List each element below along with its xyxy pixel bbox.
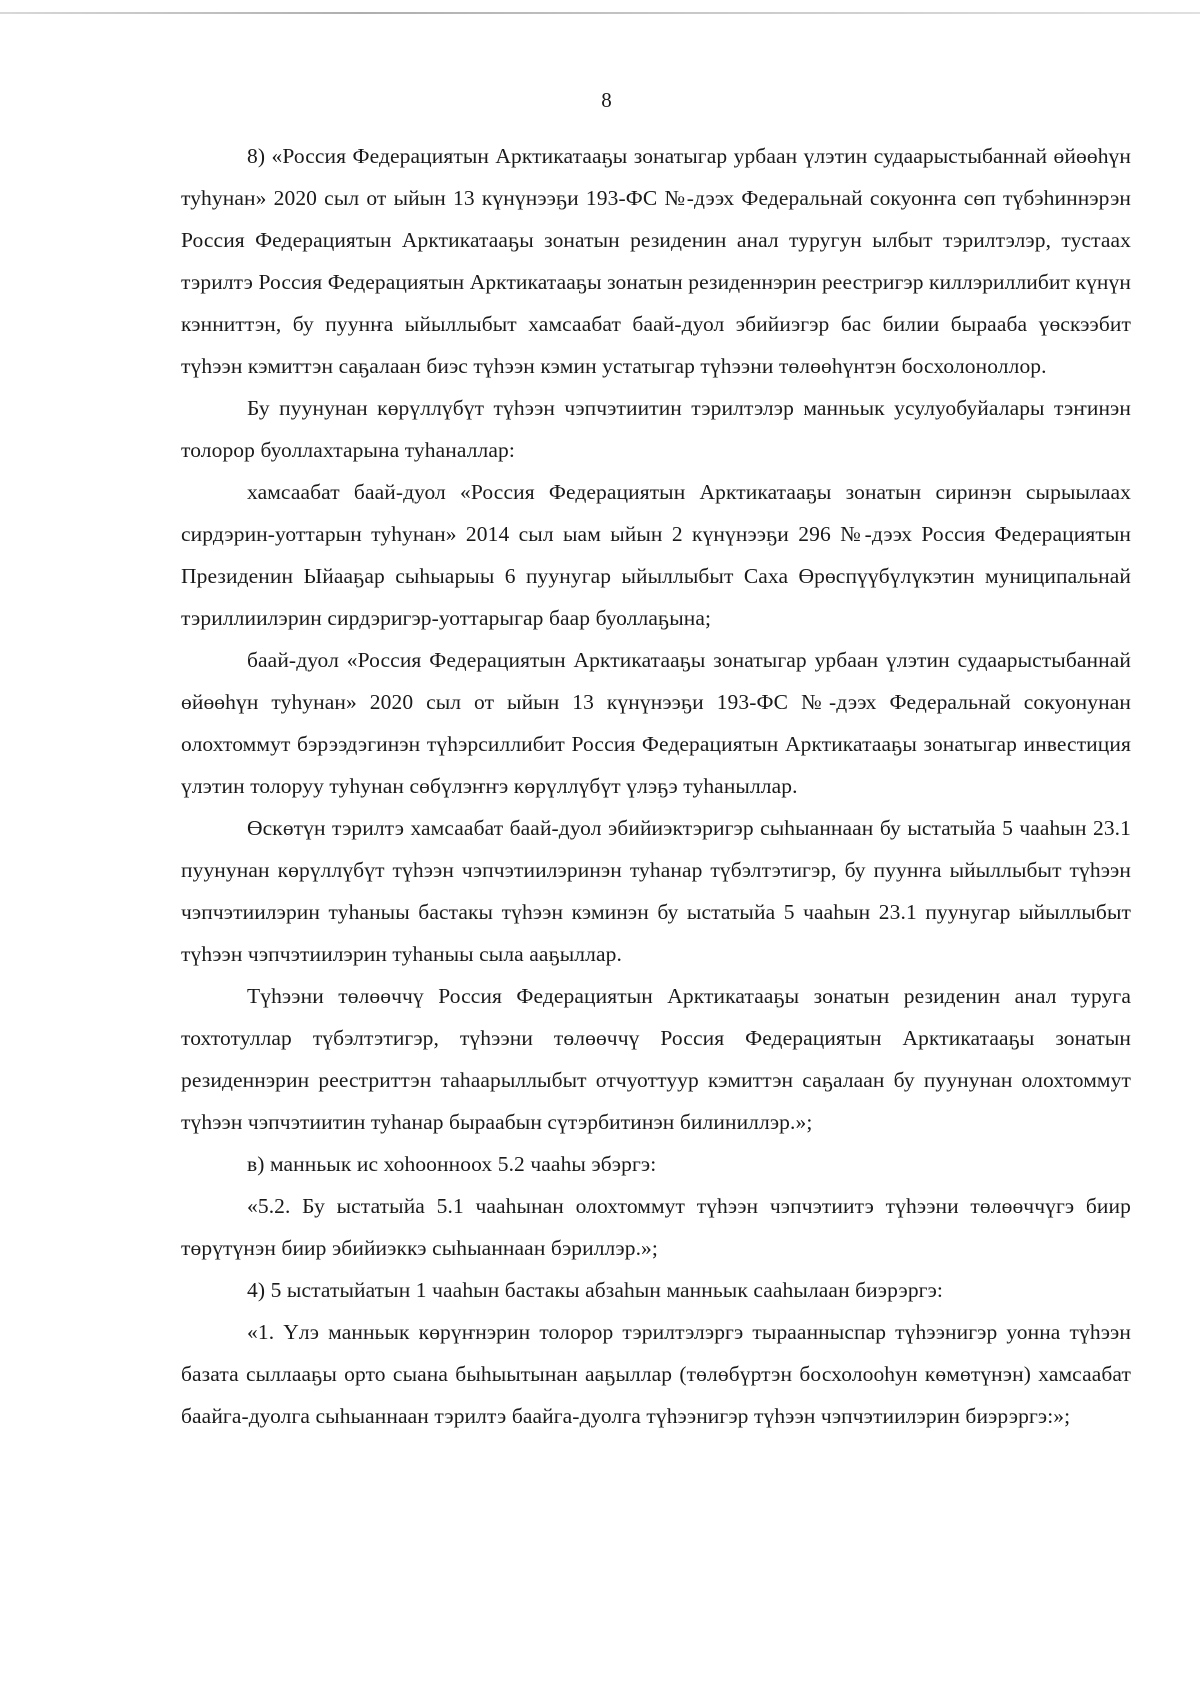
document-body	[181, 135, 1131, 1437]
paragraph-clause-5-2: «5.2. Бу ыстатыйа 5.1 чааһынан олохтоммут түһээн чэпчэтиитэ түһээни төлөөччүгэ биир төрүтүнэн биир эбийиэккэ сыһыаннаан бэриллэр.»;	[181, 1194, 1131, 1260]
page-number: 8	[601, 88, 612, 112]
paragraph-relief-period: Өскөтүн тэрилтэ хамсаабат баай-дуол эбийиэктэригэр сыһыаннаан бу ыстатыйа 5 чааһын 23.1 пуунунан көрүллүбүт түһээн чэпчэтиилэринэн туһанар түбэлтэтигэр, бу пуунҥа ыйыллыбыт түһээн чэпчэтиилэрин туһаныы бастакы түһээн кэминэн бу ыстатыйа 5 чааһын 23.1 пуунугар ыйыллыбыт түһээн чэпчэтиилэрин туһаныы сыла ааҕыллар.	[181, 816, 1131, 966]
paragraph-clause-4: 4) 5 ыстатыйатын 1 чааһын бастакы абзаһын манньык сааһылаан биэрэргэ:	[247, 1278, 944, 1302]
paragraph-clause-8: 8) «Россия Федерациятын Арктикатааҕы зонатыгар урбаан үлэтин судаарыстыбаннай өйөөһүн туһунан» 2020 сыл от ыйын 13 күнүнээҕи 193-ФС №-дээх Федеральнай сокуонҥа сөп түбэһиннэрэн Россия Федерациятын Арктикатааҕы зонатын резиденин анал туругун ылбыт тэрилтэлэр, тустаах тэрилтэ Россия Федерациятын Арктикатааҕы зонатын резиденнэрин реестригэр киллэриллибит күнүн кэнниттэн, бу пуунҥа ыйыллыбыт хамсаабат баай-дуол эбийиэгэр бас билии бырааба үөскээбит түһээн кэмиттэн саҕалаан биэс түһээн кэмин устатыгар түһээни төлөөһүнтэн босхолоноллор.	[181, 144, 1131, 378]
paragraph-clause-1-text: «1. Үлэ манньык көрүҥнэрин толорор тэрилтэлэргэ тыраанныспар түһээнигэр уонна түһээн базата сыллааҕы орто сыана быһыытынан ааҕыллар (төлөбүртэн босхолооһун көмөтүнэн) хамсаабат баайга-дуолга сыһыаннаан тэрилтэ баайга-дуолга түһээнигэр түһээн чэпчэтиилэрин биэрэргэ:»;	[181, 1320, 1131, 1428]
paragraph-conditions-intro: Бу пуунунан көрүллүбүт түһээн чэпчэтиитин тэрилтэлэр манньык усулуобуйалары тэҥинэн толорор буоллахтарына туһаналлар:	[181, 396, 1131, 462]
paragraph-condition-location: хамсаабат баай-дуол «Россия Федерациятын Арктикатааҕы зонатын сиринэн сырыылаах сирдэрин-уоттарын туһунан» 2014 сыл ыам ыйын 2 күнүнээҕи 296 №-дээх Россия Федерациятын Президенин Ыйааҕар сыһыарыы 6 пуунугар ыйыллыбыт Саха Өрөспүүбүлүкэтин муниципальнай тэриллиилэрин сирдэригэр-уоттарыгар баар буоллаҕына;	[181, 480, 1131, 630]
scan-edge-line	[0, 12, 1200, 14]
paragraph-condition-investment: баай-дуол «Россия Федерациятын Арктикатааҕы зонатыгар урбаан үлэтин судаарыстыбаннай өйөөһүн туһунан» 2020 сыл от ыйын 13 күнүнээҕи 193-ФС №-дээх Федеральнай сокуонунан олохтоммут бэрээдэгинэн түһэрсиллибит Россия Федерациятын Арктикатааҕы зонатыгар инвестиция үлэтин толоруу туһунан сөбүлэҥҥэ көрүллүбүт үлэҕэ туһаныллар.	[181, 648, 1131, 798]
paragraph-subclause-v: в) манньык ис хоһоонноох 5.2 чааһы эбэргэ:	[247, 1152, 657, 1176]
paragraph-status-termination: Түһээни төлөөччү Россия Федерациятын Арктикатааҕы зонатын резиденин анал туруга тохтотуллар түбэлтэтигэр, түһээни төлөөччү Россия Федерациятын Арктикатааҕы зонатын резиденнэрин реестриттэн таһаарыллыбыт отчуоттуур кэмиттэн саҕалаан бу пуунунан олохтоммут түһээн чэпчэтиитин туһанар бырaабын сүтэрбитинэн билиниллэр.»;	[181, 984, 1131, 1134]
